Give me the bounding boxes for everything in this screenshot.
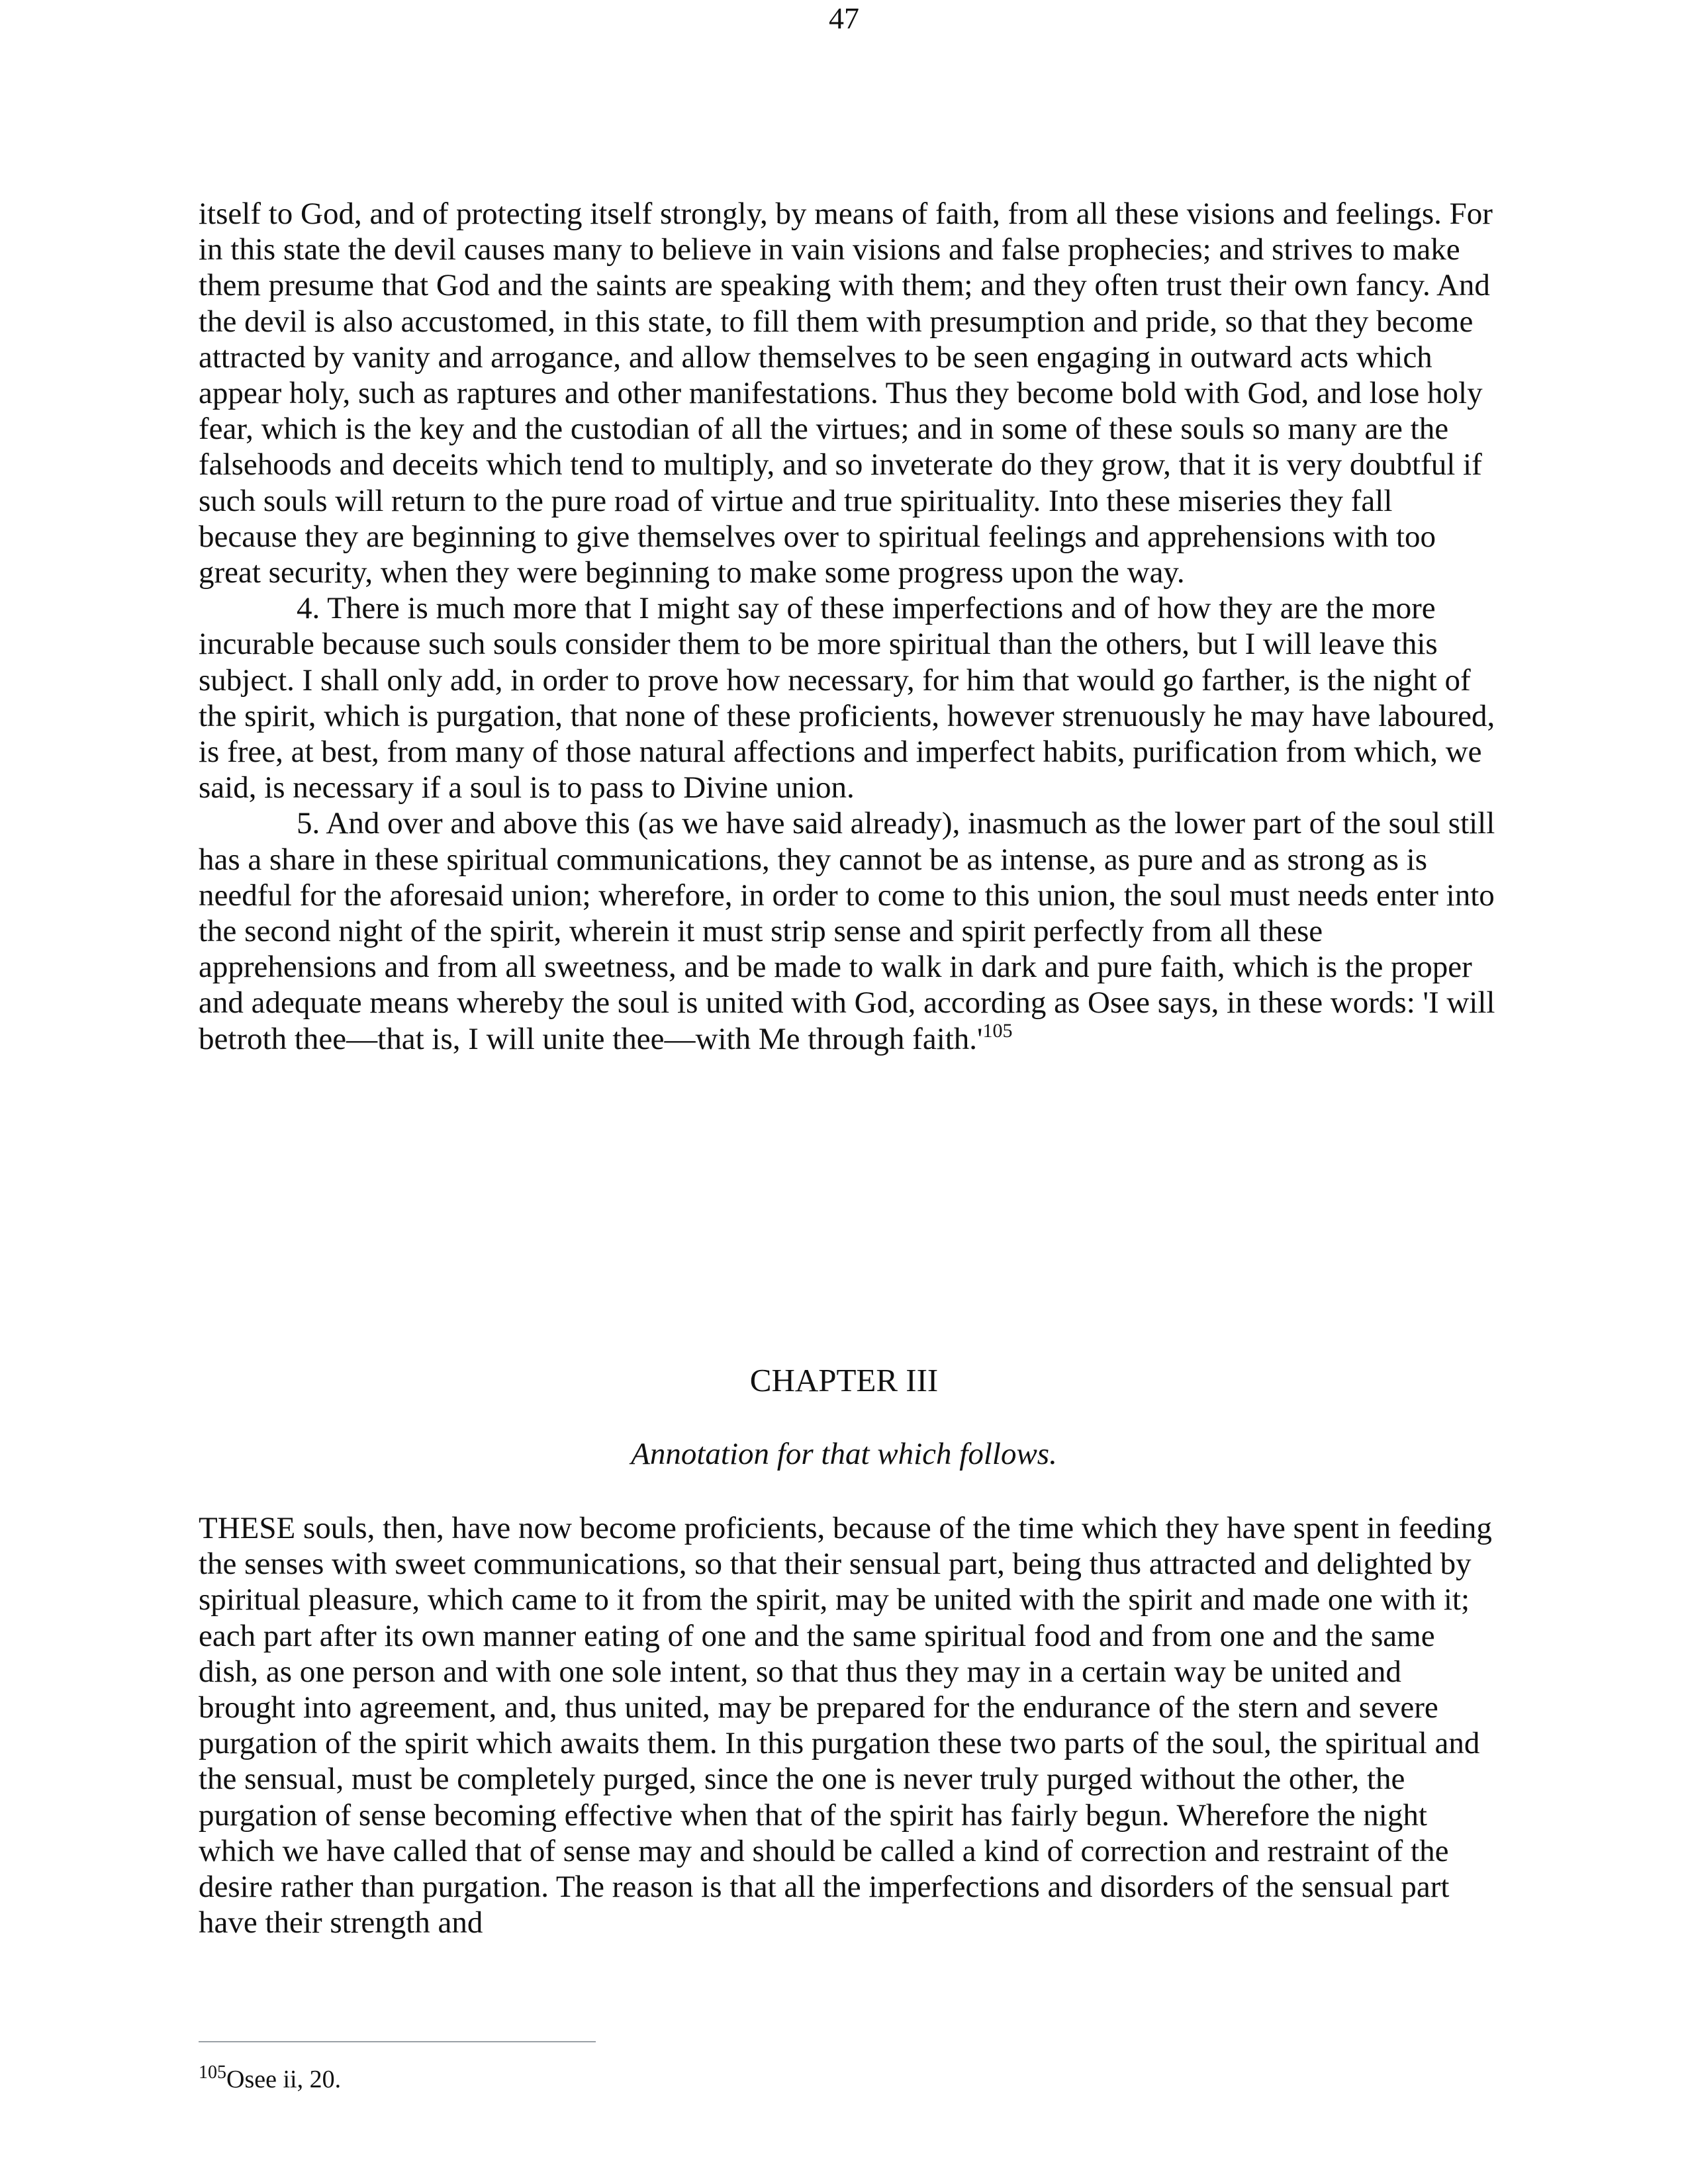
paragraph-5-text: 5. And over and above this (as we have said already), inasmuch as the lower part of the soul still has a share in these spiritual communications, they cannot be as intense, as pure and as strong as is needful for the aforesaid union; wherefore, in order to come to this union, the soul must needs enter into the second night of the spirit, wherein it must strip sense and spirit perfectly from all these apprehensions and from all sweetness, and be made to walk in dark and pure faith, which is the proper and adequate means whereby the soul is united with God, according as Osee says, in these words: 'I will betroth thee—that is, I will unite thee—with Me through faith.' bbox=[199, 806, 1495, 1056]
footnote bbox=[199, 2064, 1496, 2095]
chapter-title: CHAPTER III bbox=[749, 1362, 939, 1398]
paragraph: itself to God, and of protecting itself strongly, by means of faith, from all these visions and feelings. For in this state the devil causes many to believe in vain visions and false prophecies; and strives to make them presume that God and the saints are speaking with them; and they often trust their own fancy. And the devil is also accustomed, in this state, to fill them with presumption and pride, so that they become attracted by vanity and arrogance, and allow themselves to be seen engaging in outward acts which appear holy, such as raptures and other manifestations. Thus they become bold with God, and lose holy fear, which is the key and the custodian of all the virtues; and in some of these souls so many are the falsehoods and deceits which tend to multiply, and so inveterate do they grow, that it is very doubtful if such souls will return to the pure road of virtue and true spirituality. Into these miseries they fall because they are beginning to give themselves over to spiritual feelings and apprehensions with too great security, when they were beginning to make some progress upon the way. bbox=[199, 197, 1493, 590]
paragraph-5 bbox=[199, 805, 1496, 1056]
body-text bbox=[199, 196, 1496, 1057]
footnote-text: Osee ii, 20. bbox=[226, 2066, 342, 2093]
footnote-divider bbox=[199, 2041, 596, 2042]
page-number: 47 bbox=[829, 1, 859, 35]
footnote-number: 105 bbox=[199, 2062, 226, 2083]
chapter-body-paragraph: THESE souls, then, have now become proficients, because of the time which they have spent in feeding the senses with sweet communications, so that their sensual part, being thus attracted and delighted by spiritual pleasure, which came to it from the spirit, may be united with the spirit and made one with it; each part after its own manner eating of one and the same spiritual food and from one and the same dish, as one person and with one sole intent, so that thus they may in a certain way be united and brought into agreement, and, thus united, may be prepared for the endurance of the stern and severe purgation of the spirit which awaits them. In this purgation these two parts of the soul, the spiritual and the sensual, must be completely purged, since the one is never truly purged without the other, the purgation of sense becoming effective when that of the spirit has fairly begun. Wherefore the night which we have called that of sense may and should be called a kind of correction and restraint of the desire rather than purgation. The reason is that all the imperfections and disorders of the sensual part have their strength and bbox=[199, 1511, 1492, 1940]
footnote-reference[interactable]: 105 bbox=[982, 1019, 1013, 1042]
paragraph-4: 4. There is much more that I might say of these imperfections and of how they are the more incurable because such souls consider them to be more spiritual than the others, but I will leave this subject. I shall only add, in order to prove how necessary, for him that would go farther, is the night of the spirit, which is purgation, that none of these proficients, however strenuously he may have laboured, is free, at best, from many of those natural affections and imperfect habits, purification from which, we said, is necessary if a soul is to pass to Divine union. bbox=[199, 591, 1495, 805]
chapter-annotation: Annotation for that which follows. bbox=[631, 1437, 1057, 1471]
